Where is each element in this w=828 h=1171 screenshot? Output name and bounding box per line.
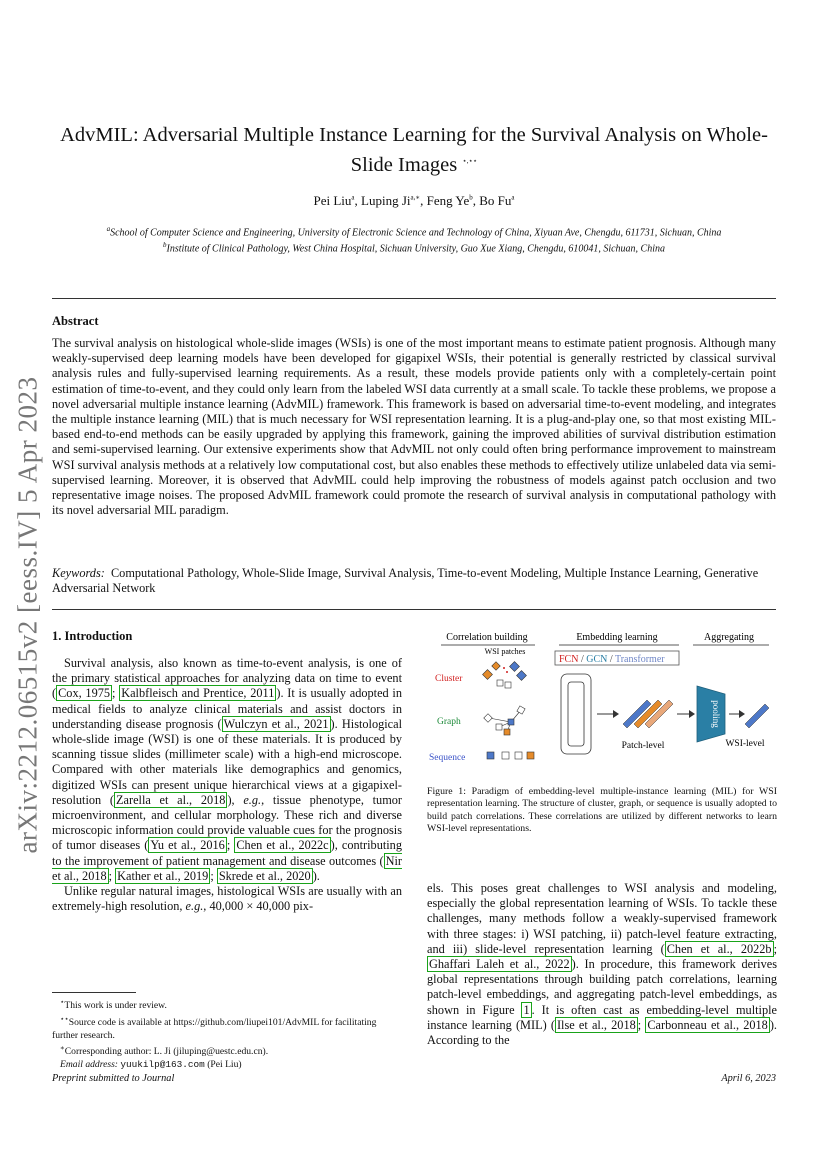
arxiv-sidebar <box>8 370 48 860</box>
email-link[interactable]: yuukilp@163.com <box>120 1058 205 1070</box>
author-name: Bo Fu <box>479 193 512 208</box>
fig-pooling-label: pooling <box>711 700 721 728</box>
fig-wsi-patches-label: WSI patches <box>484 647 526 656</box>
keywords-label: Keywords: <box>52 566 105 580</box>
citation-link[interactable]: Yu et al., 2016 <box>150 838 225 853</box>
affiliations <box>40 223 788 256</box>
affil-mark: a <box>106 225 111 233</box>
citation-link[interactable]: Nir et al., 2018 <box>52 853 402 883</box>
fig-graph-patches <box>484 706 525 735</box>
fig-sequence-patches <box>487 752 534 759</box>
author-affil-mark: a <box>511 193 515 202</box>
citation-link[interactable]: Wulczyn et al., 2021 <box>223 716 329 731</box>
figure-1 <box>427 626 779 776</box>
footnotes <box>52 996 402 1072</box>
intro-left-column <box>52 656 402 914</box>
citation-link[interactable]: Ghaffari Laleh et al., 2022 <box>429 957 570 972</box>
abstract-heading: Abstract <box>52 314 99 328</box>
title-text: AdvMIL: Adversarial Multiple Instance Learning for the Survival Analysis on Whole-Slide Images <box>60 124 768 176</box>
affil-mark: b <box>163 241 167 250</box>
footnote-2: ⋆⋆Source code is available at https://github.com/liupei101/AdvMIL for facilitating further research. <box>52 1014 377 1041</box>
footnote-email: Email address: yuukilp@163.com (Pei Liu) <box>60 1058 242 1070</box>
affil-text: School of Computer Science and Engineering, University of Electronic Science and Technology of China, Xiyuan Ave, Chengdu, 611731, Sichuan, China <box>110 227 722 239</box>
author-name: Luping Ji <box>361 193 411 208</box>
affil-text: Institute of Clinical Pathology, West China Hospital, Sichuan University, Guo Xue Xiang, Chengdu, 610041, Sichuan, China <box>166 243 665 255</box>
right-paragraph: els. This poses great challenges to WSI analysis and modeling, especially the global representation learning of WSIs. To tackle these challenges, many methods follow a weakly-supervised framework with three stages: i) WSI patching, ii) patch-level feature extracting, and iii) slide-level representation learning ( Chen et al., 2022b ; Ghaffari Laleh et al., 2022 ). In procedure, this framework derives global representations through building patch correlations, learning patch-level embeddings, and aggregating patch-level embeddings, as shown in Figure 1 . It is often cast as embedding-level multiple instance learning (MIL) ( Ilse et al., 2018 ; Carbonneau et al., 2018 ). According to the <box>427 881 777 1048</box>
fig-row-graph: Graph <box>437 717 461 727</box>
fig-col-correlation-building: Correlation building <box>446 632 528 643</box>
fig-col-embedding-learning: Embedding learning <box>576 632 658 643</box>
footnote-1: ⋆This work is under review. <box>60 998 167 1012</box>
author-name: Pei Liu <box>313 193 352 208</box>
citation-link[interactable]: Cox, 1975 <box>58 686 111 701</box>
fig-network-label: FCN / GCN / Transformer <box>559 654 665 665</box>
mid-divider <box>52 609 776 610</box>
abstract-body: The survival analysis on histological whole-slide images (WSIs) is one of the most important means to estimate patient prognosis. Although many weakly-supervised deep learning models have been developed for gigapixel WSIs, their potential is generally restricted by classical survival analysis rules and fully-supervised learning requirements. As a result, these models provide patients only with a completely-certain point estimation of time-to-event, and they could only learn from the labeled WSI data currently at a small scale. To tackle these problems, we propose a novel adversarial multiple instance learning (AdvMIL) framework. This framework is based on adversarial time-to-event modeling, and integrates the multiple instance learning (MIL) that is much necessary for WSI representation learning. It is a plug-and-play one, so that most existing MIL-based end-to-end methods can be easily upgraded by applying this framework, gaining the improved abilities of survival distribution estimation and semi-supervised learning. Our extensive experiments show that AdvMIL not only could often bring performance improvement to mainstream WSI survival analysis methods at a relatively low computational cost, but also enables these methods to effectively utilize unlabeled data via semi-supervised learning. Moreover, it is observed that AdvMIL could help improving the robustness of models against patch occlusion and two representative image noises. The proposed AdvMIL framework could promote the research of survival analysis in computational pathology with its novel adversarial MIL paradigm. <box>52 336 776 518</box>
title-marks: ⋆,⋆⋆ <box>462 157 478 165</box>
fig-wsi-level-label: WSI-level <box>725 739 765 749</box>
figure-caption: Figure 1: Paradigm of embedding-level multiple-instance learning (MIL) for WSI representation learning. The structure of cluster, graph, or sequence is usually adopted to build patch correlations. These correlations are utilized by different networks to learn WSI-level representations. <box>427 786 777 835</box>
footnote-3: ∗Corresponding author: L. Ji (jiluping@uestc.edu.cn). <box>60 1044 269 1058</box>
paper-title <box>60 122 768 178</box>
citation-link[interactable]: Chen et al., 2022c <box>236 838 329 853</box>
intro-paragraph-1: Survival analysis, also known as time-to-event analysis, is one of the primary statistical approaches for analyzing data on time to event ( Cox, 1975 ; Kalbfleisch and Prentice, 2011 ). It is usually adopted in medical fields to analyze clinical materials and assist doctors in understanding disease prognosis ( Wulczyn et al., 2021 ). Histological whole-slide image (WSI) is one of these materials. It is produced by scanning tissue slides (millimeter scale) with a high-end microscope. Compared with other materials like demographics and genomics, digitized WSIs can present unique hierarchical views at a gigapixel-resolution ( Zarella et al., 2018 ), e.g., tissue phenotype, tumor microenvironment, and cellular morphology. These rich and diverse microscopic information could provide valuable cues for the prognosis of tumor diseases ( Yu et al., 2016 ; Chen et al., 2022c ), contributing to the improvement of patient management and disease outcomes ( Nir et al., 2018 ; Kather et al., 2019 ; Skrede et al., 2020 ). <box>52 656 403 883</box>
fig-col-aggregating: Aggregating <box>704 632 754 643</box>
citation-link[interactable]: Zarella et al., 2018 <box>116 792 226 807</box>
fig-arrow-1-head <box>613 710 619 718</box>
figure-ref-link[interactable]: 1 <box>523 1002 530 1017</box>
author-affil-mark: a <box>351 193 355 202</box>
keywords <box>52 566 776 596</box>
affiliation-a <box>40 223 788 239</box>
author-affil-mark: a,∗ <box>410 193 421 202</box>
fig-row-cluster: Cluster <box>435 674 463 684</box>
fig-patch-level-label: Patch-level <box>621 741 665 751</box>
section-heading: 1. Introduction <box>52 629 133 643</box>
citation-link[interactable]: Ilse et al., 2018 <box>556 1017 636 1032</box>
fig-network-block <box>561 674 591 754</box>
fig-row-sequence: Sequence <box>429 753 466 763</box>
citation-link[interactable]: Kather et al., 2019 <box>117 868 209 883</box>
footer-left: Preprint submitted to Journal <box>52 1073 175 1084</box>
citation-link[interactable]: Carbonneau et al., 2018 <box>647 1017 768 1032</box>
author-list: Pei Liu$^a$, Luping $Ji^{a,∗}$, Feng Ye$^b$, Bo Fu$^a$ <box>313 193 515 208</box>
footnote-divider <box>52 992 136 993</box>
fig-arrow-2-head <box>689 710 695 718</box>
intro-right-column <box>427 881 777 1048</box>
affiliation-b <box>40 239 788 255</box>
keywords-text: Computational Pathology, Whole-Slide Image, Survival Analysis, Time-to-event Modeling, Multiple Instance Learning, Generative Adversarial Network <box>52 566 759 596</box>
citation-link[interactable]: Chen et al., 2022b <box>666 941 772 956</box>
intro-paragraph-2: Unlike regular natural images, histological WSIs are usually with an extremely-high resolution, e.g., 40,000 × 40,000 pix- <box>52 884 402 914</box>
author-name: Feng Ye <box>426 193 470 208</box>
footer-date: April 6, 2023 <box>721 1073 776 1084</box>
citation-link[interactable]: Kalbfleisch and Prentice, 2011 <box>121 686 275 701</box>
fig-cluster-patches <box>483 662 527 688</box>
fig-arrow-3-head <box>739 710 745 718</box>
citation-link[interactable]: Skrede et al., 2020 <box>218 868 311 883</box>
arxiv-id: arXiv:2212.06515v2 [eess.IV] 5 Apr 2023 <box>12 376 43 854</box>
fig-patch-embeddings <box>623 700 673 728</box>
author-affil-mark: b <box>469 193 473 202</box>
fig-wsi-embedding <box>745 704 769 728</box>
top-divider <box>52 298 776 299</box>
